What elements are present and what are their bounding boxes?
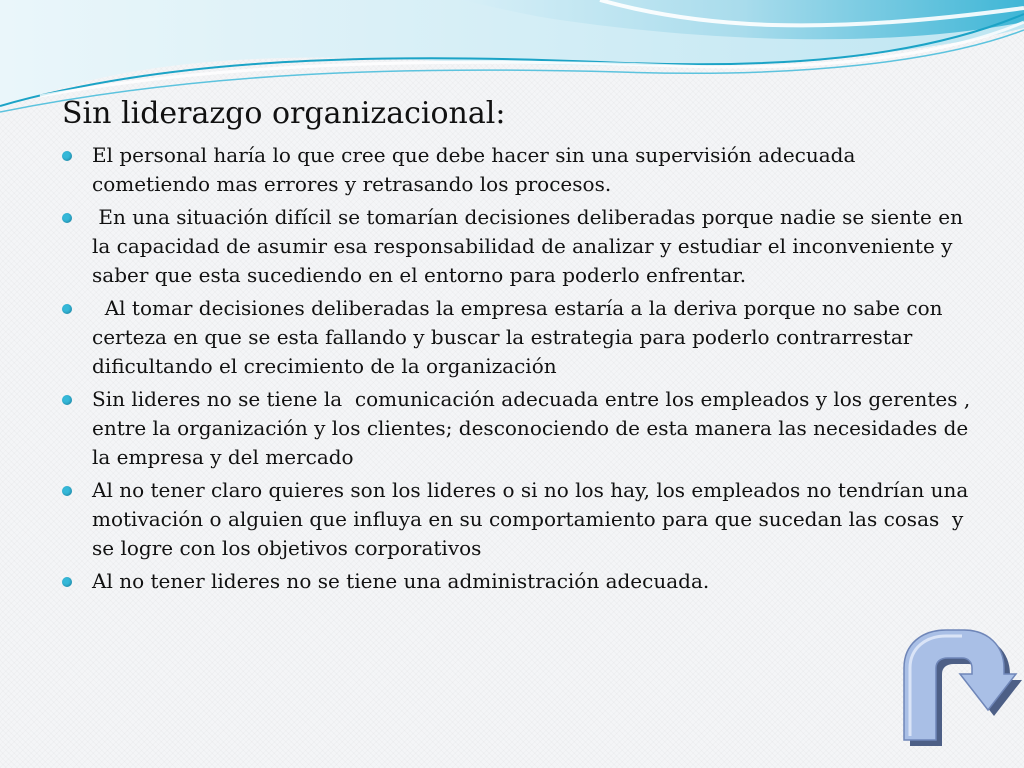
bullet-point-icon bbox=[62, 395, 72, 405]
return-arrow-icon[interactable] bbox=[900, 628, 1024, 748]
bullet-text: Sin lideres no se tiene la comunicación adecuada entre los empleados y los gerentes , entre la organización y los clientes; desconociendo de esta manera las necesidades de la empresa y del mercado bbox=[92, 387, 977, 469]
bullet-text: Al tomar decisiones deliberadas la empresa estaría a la deriva porque no sabe con certeza en que se esta fallando y buscar la estrategia para poderlo contrarrestar dificultando el crecimiento de la organización bbox=[92, 296, 949, 378]
bullet-item bbox=[62, 476, 975, 563]
bullet-text: Al no tener lideres no se tiene una administración adecuada. bbox=[92, 569, 710, 593]
bullet-item bbox=[62, 141, 972, 199]
bullet-text: En una situación difícil se tomarían decisiones deliberadas porque nadie se siente en la capacidad de asumir esa responsabilidad de analizar y estudiar el inconveniente y saber que esta sucediendo en el entorno para poderlo enfrentar. bbox=[92, 205, 970, 287]
bullet-text: Al no tener claro quieres son los lideres o si no los hay, los empleados no tendrían una motivación o alguien que influya en su comportamiento para que sucedan las cosas y se logre con los objetivos corporativos bbox=[92, 478, 975, 560]
bullet-item bbox=[62, 294, 972, 381]
bullet-item bbox=[62, 385, 977, 472]
bullet-item bbox=[62, 203, 972, 290]
bullet-text: El personal haría lo que cree que debe hacer sin una supervisión adecuada cometiendo mas errores y retrasando los procesos. bbox=[92, 143, 862, 196]
bullet-list bbox=[62, 141, 977, 600]
bullet-point-icon bbox=[62, 151, 72, 161]
bullet-point-icon bbox=[62, 577, 72, 587]
bullet-point-icon bbox=[62, 213, 72, 223]
bullet-point-icon bbox=[62, 304, 72, 314]
bullet-point-icon bbox=[62, 486, 72, 496]
slide-title: Sin liderazgo organizacional: bbox=[62, 96, 506, 131]
bullet-item bbox=[62, 567, 972, 596]
